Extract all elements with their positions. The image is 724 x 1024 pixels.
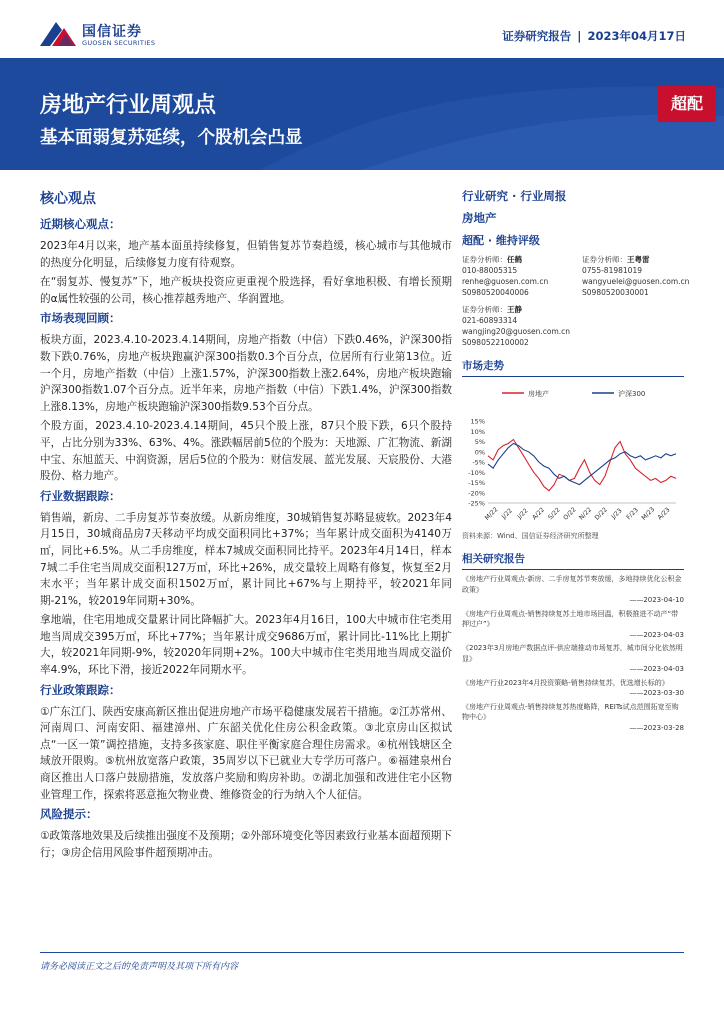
- analyst-card: [462, 304, 570, 348]
- report-meta: [502, 28, 686, 44]
- section-title: 市场表现回顾：: [40, 311, 121, 326]
- section-title: 行业数据跟踪：: [40, 488, 121, 503]
- paragraph: 板块方面，2023.4.10-2023.4.14期间，房地产指数（中信）下跌0.46%，沪深300指数下跌0.76%，房地产板块跑赢沪深300指数0.3个百分点，位居所有行业第13位。近一个月，房地产指数（中信）上涨1.57%，沪深300指数上涨2.64%，房地产板块跑输沪深300指数1.07个百分点。近半年来，房地产指数（中信）下跌1.4%，沪深300指数上涨8.13%，房地产板块跑输沪深300指数9.53个百分点。: [40, 334, 452, 413]
- analyst-email[interactable]: wangjing20@guosen.com.cn: [462, 327, 571, 336]
- paragraph: 2023年4月以来，地产基本面虽持续修复，但销售复苏节奏趋缓，核心城市与其他城市的热度分化明显，后续修复力度有待观察。: [40, 240, 452, 269]
- related-report-date: ——2023-04-10: [629, 596, 684, 604]
- report-type: 证券研究报告: [502, 29, 572, 43]
- industry-name: 房地产: [462, 211, 497, 225]
- analyst-name: 王静: [507, 305, 522, 314]
- analyst-card: [582, 254, 689, 298]
- y-tick-label: 15%: [470, 417, 485, 426]
- analyst-role: 证券分析师：: [462, 305, 507, 314]
- title-banner: [0, 58, 724, 170]
- report-date: 2023年04月17日: [587, 29, 686, 43]
- report-subtitle: 基本面弱复苏延续，个股机会凸显: [40, 128, 303, 148]
- related-report-title: 《房地产行业周观点-销售持续复苏热度略降，REITs试点范围拓宽至购物中心》: [462, 702, 679, 721]
- section-policy-tracking: [40, 682, 452, 804]
- market-trend-chart: [462, 381, 684, 527]
- x-tick-label: M/22: [483, 506, 500, 522]
- section-core-views: [40, 216, 452, 307]
- x-tick-label: J/23: [610, 507, 624, 521]
- analyst-name: 王粤雷: [627, 255, 650, 264]
- chart-source: 资料来源：Wind、国信证券经济研究所整理: [462, 532, 599, 540]
- paragraph: ①广东江门、陕西安康高新区推出促进房地产市场平稳健康发展若干措施。②江苏常州、河南周口、河南安阳、福建漳州、广东韶关优化住房公积金政策。③北京房山区拟试点“一区一策”调控措施，支持多孩家庭、职住平衡家庭合理住房需求。④杭州钱塘区全域放开限购。⑤杭州放宽落户政策，35周岁以下已就业大专学历可落户。⑥福建泉州台商区推出人口落户鼓励措施，发放落户奖励和购房补助。⑦湖北加强和改进住宅小区物业管理工作，探索将恶意拖欠物业费、维修资金的行为纳入个人征信。: [40, 705, 452, 801]
- analyst-card: [462, 254, 570, 298]
- related-report-title: 《房地产行业周观点-销售持续复苏土地市场回温，积极推进不动产“带押过户”》: [462, 609, 679, 628]
- x-tick-label: J/22: [500, 507, 514, 521]
- x-tick-label: O/22: [562, 506, 578, 522]
- analyst-list: [462, 254, 690, 348]
- legend-label: 沪深300: [618, 390, 646, 398]
- core-views-column: [40, 188, 452, 864]
- related-report-title: 《房地产行业周观点-新房、二手房复苏节奏放缓，多地持续优化公积金政策》: [462, 575, 682, 594]
- market-trend-svg: [462, 381, 684, 527]
- related-report-date: ——2023-04-03: [629, 630, 684, 639]
- related-report-item[interactable]: [462, 702, 684, 734]
- x-tick-label: M/23: [640, 506, 657, 522]
- analyst-role: 证券分析师：: [582, 255, 628, 264]
- rating-statement: 超配 · 维持评级: [462, 234, 540, 247]
- related-report-date: ——2023-04-03: [629, 665, 684, 673]
- x-tick-label: J/22: [516, 507, 530, 521]
- section-title: 近期核心观点：: [40, 217, 121, 231]
- brand-mark-icon: [38, 18, 78, 50]
- analyst-phone: 0755-81981019: [582, 266, 642, 275]
- analyst-phone: 021-60893314: [462, 316, 518, 325]
- analyst-cert: S0980520040006: [462, 288, 529, 297]
- section-market-review: [40, 310, 452, 484]
- y-tick-label: 5%: [474, 438, 485, 446]
- analyst-cert: S0980522100002: [462, 338, 529, 347]
- meta-separator: |: [577, 29, 582, 43]
- y-tick-label: -5%: [472, 458, 485, 467]
- section-data-tracking: [40, 488, 452, 679]
- related-report-item[interactable]: [462, 609, 684, 641]
- paragraph: 销售端，新房、二手房复苏节奏放缓。从新房维度，30城销售复苏略显疲软。2023年4月15日，30城商品房7天移动平均成交面积同比+37%；当年累计成交面积为4140万㎡，同比+6.5%。从二手房维度，样本7城成交面积同比持平。2023年4月14日，样本7城二手住宅当周成交面积127万㎡，环比+26%，成交量较上周略有修复，恢复至2月末水平；当年累计成交面积1502万㎡，累计同比+67%与上期持平，较2021年同期-21%，较2019年同期+30%。: [40, 511, 452, 607]
- x-tick-label: A/23: [656, 506, 672, 522]
- related-report-item[interactable]: [462, 574, 684, 606]
- y-tick-label: -15%: [468, 479, 485, 487]
- analyst-email[interactable]: wangyuelei@guosen.com.cn: [582, 277, 690, 286]
- brand-logo: [38, 18, 168, 52]
- analyst-phone: 010-88005315: [462, 266, 518, 275]
- y-tick-label: 10%: [470, 427, 485, 436]
- paragraph: 拿地端，住宅用地成交量累计同比降幅扩大。2023年4月16日，100大中城市住宅类用地当周成交395万㎡，环比+77%；当年累计成交9686万㎡，累计同比-11%比上期扩大，较2021年同期-9%，较2020年同期+2%。100大中城市住宅类用地当周成交溢价率4.9%，环比下滑，接近2022年同期水平。: [40, 614, 452, 677]
- paragraph: ①政策落地效果及后续推出强度不及预期；②外部环境变化等因素致行业基本面超预期下行；③房企信用风险事件超预期冲击。: [40, 830, 452, 859]
- rating-badge: 超配: [658, 86, 716, 122]
- related-reports-heading: 相关研究报告: [462, 551, 684, 570]
- brand-name-cn: 国信证券: [82, 24, 142, 40]
- y-tick-label: -20%: [468, 489, 485, 498]
- section-title: 行业政策跟踪：: [40, 682, 121, 697]
- x-tick-label: N/22: [578, 506, 594, 522]
- footer-divider: [40, 952, 684, 953]
- core-views-heading: 核心观点: [40, 191, 96, 207]
- analyst-email[interactable]: renhe@guosen.com.cn: [462, 277, 549, 286]
- brand-name-en: GUOSEN SECURITIES: [82, 39, 156, 47]
- related-report-date: ——2023-03-30: [629, 689, 684, 697]
- related-report-date: ——2023-03-28: [629, 723, 684, 732]
- y-tick-label: -10%: [468, 468, 485, 477]
- market-trend-heading: 市场走势: [462, 358, 684, 377]
- related-report-title: 《房地产行业2023年4月投资策略-销售持续复苏，优选增长标的》: [462, 678, 669, 687]
- y-tick-label: 0%: [474, 448, 485, 457]
- x-tick-label: D/22: [593, 506, 609, 522]
- paragraph: 个股方面，2023.4.10-2023.4.14期间，45只个股上涨，87只个股下跌，6只个股持平，占比分别为33%、63%、4%。涨跌幅居前5位的个股为：天地源、广汇物流、新湖中宝、东旭蓝天、中润资源，居后5位的个股为：财信发展、蓝光发展、天宸股份、大港股份、格力地产。: [40, 420, 452, 483]
- section-risk: [40, 806, 452, 861]
- related-report-item[interactable]: [462, 643, 684, 675]
- x-tick-label: A/22: [531, 506, 547, 522]
- y-tick-label: -25%: [468, 499, 485, 508]
- x-tick-label: S/22: [546, 506, 562, 522]
- section-title: 风险提示：: [40, 807, 98, 822]
- related-report-item[interactable]: [462, 678, 684, 699]
- related-report-title: 《2023年3月房地产数据点评-供应端推动市场复苏，城市间分化依然明显》: [462, 644, 683, 663]
- footer-disclaimer: 请务必阅读正文之后的免责声明及其项下所有内容: [40, 962, 239, 972]
- report-title: 房地产行业周观点: [40, 93, 217, 118]
- x-tick-label: F/23: [625, 506, 640, 522]
- sidebar-column: [462, 188, 690, 736]
- legend-label: 房地产: [528, 390, 549, 398]
- analyst-cert: S0980520030001: [582, 288, 649, 297]
- paragraph: 在“弱复苏、慢复苏”下，地产板块投资应更重视个股选择，看好拿地积极、有增长预期的α属性较强的公司，核心推荐越秀地产、华润置地。: [40, 276, 452, 305]
- analyst-role: 证券分析师：: [462, 255, 507, 264]
- report-category: 行业研究 · 行业周报: [462, 189, 567, 203]
- analyst-name: 任鹤: [507, 255, 522, 264]
- related-reports-list: [462, 574, 684, 733]
